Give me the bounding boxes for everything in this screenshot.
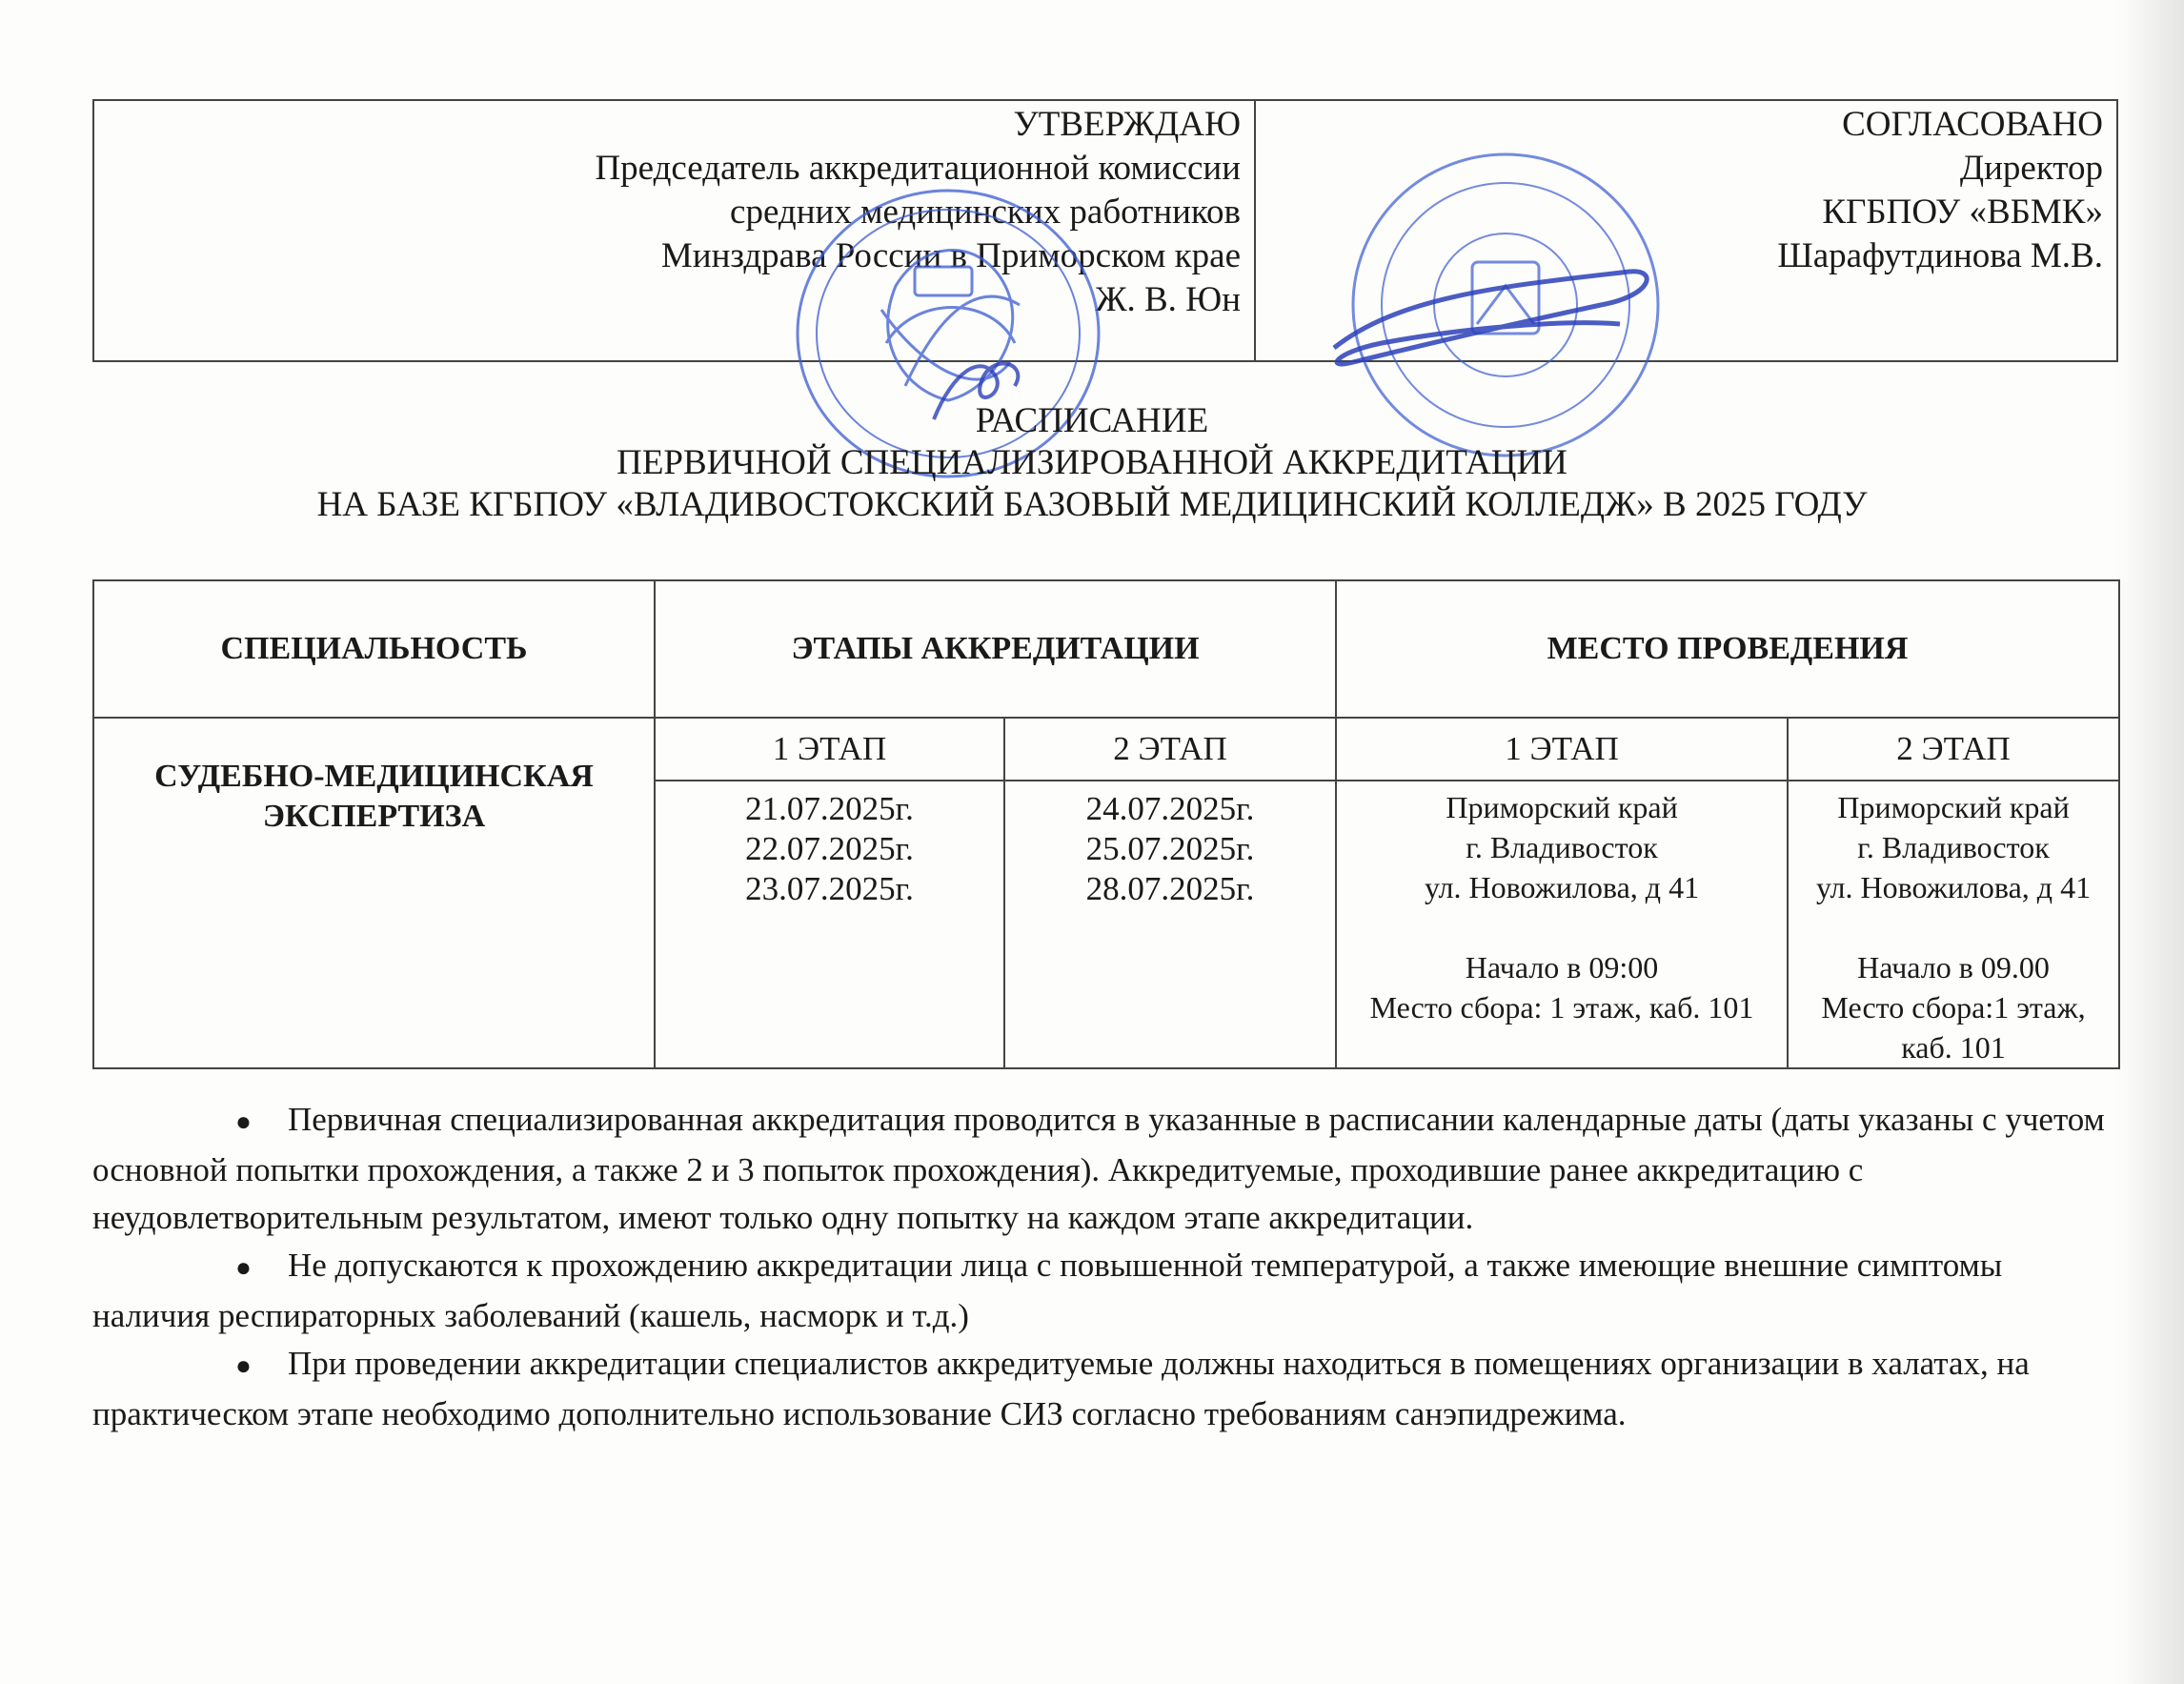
agreement-organization: КГБПОУ «ВБМК» (1822, 193, 2103, 232)
specialty-line-1: СУДЕБНО-МЕДИЦИНСКАЯ (154, 759, 594, 794)
location-region: Приморский край (1837, 790, 2070, 824)
note-text: Первичная специализированная аккредитация проводится в указанные в расписании календарные даты (даты указаны с учетом основной попытки прохождения, а также 2 и 3 попыток прохождения). Аккредитуемые, проходившие ранее аккредитацию с неудовлетворительным результатом, имеют только одну попытку на каждом этапе аккредитации. (92, 1101, 2105, 1236)
scan-edge-shadow (2117, 0, 2184, 1684)
approval-position-line-1: Председатель аккредитационной комиссии (595, 149, 1241, 188)
stage-2-location (1788, 781, 2119, 1068)
location-region: Приморский край (1446, 790, 1678, 824)
stage-1-date: 23.07.2025г. (745, 870, 914, 907)
stage-2-date: 28.07.2025г. (1085, 870, 1255, 907)
schedule-table (92, 579, 2120, 1069)
location-meeting-point: Место сбора:1 этаж, (1821, 990, 2086, 1025)
header-stages: ЭТАПЫ АККРЕДИТАЦИИ (655, 580, 1336, 718)
stage-2-date: 25.07.2025г. (1085, 830, 1255, 867)
approval-heading: УТВЕРЖДАЮ (1013, 105, 1241, 144)
agreement-heading: СОГЛАСОВАНО (1842, 105, 2103, 144)
stage-1-dates (655, 781, 1004, 1068)
approval-signer-name: Ж. В. Юн (1095, 280, 1241, 319)
stage-1-date: 21.07.2025г. (745, 790, 914, 827)
bullet-icon: ● (235, 1253, 252, 1283)
agreement-right-cell (1256, 101, 2116, 360)
location-street: ул. Новожилова, д 41 (1424, 870, 1700, 904)
stage-label-row (93, 718, 2119, 781)
location-street: ул. Новожилова, д 41 (1815, 870, 2092, 904)
document-title (0, 400, 2184, 526)
stage-2-label: 2 ЭТАП (1004, 718, 1336, 781)
header-location: МЕСТО ПРОВЕДЕНИЯ (1336, 580, 2119, 718)
title-line-2: ПЕРВИЧНОЙ СПЕЦИАЛИЗИРОВАННОЙ АККРЕДИТАЦИИ (617, 443, 1567, 482)
location-city: г. Владивосток (1857, 830, 2050, 864)
note-item (92, 1340, 2113, 1438)
location-start-time: Начало в 09:00 (1465, 950, 1659, 984)
specialty-line-2: ЭКСПЕРТИЗА (262, 799, 486, 834)
title-line-3: НА БАЗЕ КГБПОУ «ВЛАДИВОСТОКСКИЙ БАЗОВЫЙ МЕДИЦИНСКИЙ КОЛЛЕДЖ» В 2025 ГОДУ (316, 485, 1868, 524)
bullet-icon: ● (235, 1107, 252, 1137)
location-start-time: Начало в 09.00 (1857, 950, 2050, 984)
place-stage-2-label: 2 ЭТАП (1788, 718, 2119, 781)
specialty-cell (93, 718, 655, 1068)
place-stage-1-label: 1 ЭТАП (1336, 718, 1788, 781)
header-specialty: СПЕЦИАЛЬНОСТЬ (93, 580, 655, 718)
table-header-row (93, 580, 2119, 718)
approval-position-line-3: Минздрава России в Приморском крае (660, 236, 1241, 275)
location-meeting-point: Место сбора: 1 этаж, каб. 101 (1369, 990, 1754, 1025)
note-text: При проведении аккредитации специалистов аккредитуемые должны находиться в помещениях организации в халатах, на практическом этапе необходимо дополнительно использование СИЗ согласно требованиям санэпидрежима. (92, 1345, 2030, 1432)
note-item (92, 1242, 2113, 1340)
stage-2-dates (1004, 781, 1336, 1068)
note-text: Не допускаются к прохождению аккредитации лица с повышенной температурой, а также имеющие внешние симптомы наличия респираторных заболеваний (кашель, насморк и т.д.) (92, 1247, 2003, 1334)
approval-left-cell (94, 101, 1256, 360)
location-meeting-room: каб. 101 (1901, 1030, 2006, 1065)
stage-1-location (1336, 781, 1788, 1068)
stage-2-date: 24.07.2025г. (1085, 790, 1255, 827)
stage-1-date: 22.07.2025г. (745, 830, 914, 867)
approval-block (92, 99, 2118, 362)
note-item (92, 1096, 2113, 1242)
notes-list (92, 1096, 2113, 1438)
stage-1-label: 1 ЭТАП (655, 718, 1004, 781)
agreement-position: Директор (1959, 149, 2103, 188)
bullet-icon: ● (235, 1351, 252, 1381)
location-city: г. Владивосток (1466, 830, 1658, 864)
title-line-1: РАСПИСАНИЕ (975, 401, 1209, 440)
approval-position-line-2: средних медицинских работников (730, 193, 1241, 232)
agreement-signer-name: Шарафутдинова М.В. (1777, 236, 2103, 275)
